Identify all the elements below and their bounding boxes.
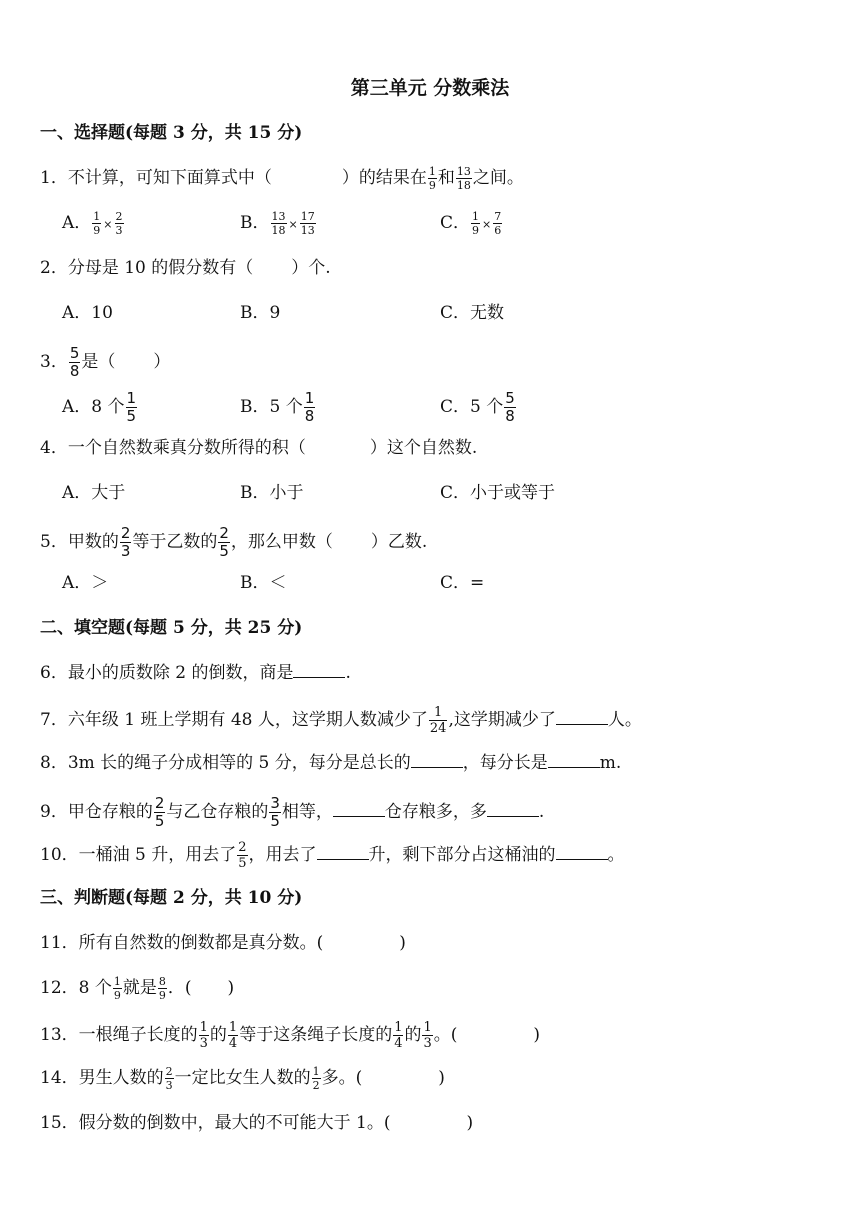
question-3: 3． $\frac{5}{8}$ 是（ ）: [40, 344, 171, 380]
fraction: $\frac{17}{13}$: [300, 210, 315, 237]
fraction: $\frac{1}{24}$: [429, 705, 447, 736]
fraction: $\frac{13}{18}$: [456, 165, 471, 192]
fraction: $\frac{1}{4}$: [228, 1020, 238, 1051]
answer-blank[interactable]: [556, 708, 608, 725]
fraction: $\frac{13}{18}$: [271, 210, 286, 237]
question-14: 14．男生人数的 $\frac{2}{3}$ 一定比女生人数的 $\frac{1}{2}$ 多。( ): [40, 1065, 445, 1092]
fraction: $\frac{3}{5}$: [270, 794, 280, 830]
question-2: 2．分母是 10 的假分数有（ ）个.: [40, 258, 331, 278]
fraction: $\frac{8}{9}$: [158, 975, 166, 1002]
fraction: $\frac{1}{8}$: [304, 389, 315, 425]
question-4: 4．一个自然数乘真分数所得的积（ ）这个自然数.: [40, 438, 478, 458]
fraction: $\frac{7}{6}$: [494, 210, 502, 237]
section-heading-choice: 一、选择题(每题 3 分，共 15 分): [40, 123, 303, 143]
fraction: $\frac{5}{8}$: [69, 344, 80, 380]
answer-blank[interactable]: [548, 751, 600, 768]
question-9: 9．甲仓存粮的 $\frac{2}{5}$ 与乙仓存粮的 $\frac{3}{5}$ 相等， 仓存粮多，多 .: [40, 794, 545, 830]
answer-blank[interactable]: [317, 843, 369, 860]
q3-option-c[interactable]: C．5 个 $\frac{5}{8}$: [440, 389, 515, 425]
fraction: $\frac{2}{5}$: [238, 840, 247, 871]
section-heading-fill: 二、填空题(每题 5 分，共 25 分): [40, 618, 303, 638]
q4-option-b[interactable]: B．小于: [240, 483, 304, 503]
question-5: 5．甲数的 $\frac{2}{3}$ 等于乙数的 $\frac{2}{5}$ ，那么甲数（ ）乙数.: [40, 524, 428, 560]
q1-option-a[interactable]: A． $\frac{1}{9}$ × $\frac{2}{3}$: [62, 210, 123, 237]
fraction: $\frac{1}{2}$: [312, 1065, 320, 1092]
answer-blank[interactable]: [293, 661, 345, 678]
fraction: $\frac{1}{9}$: [113, 975, 121, 1002]
section-heading-judge: 三、判断题(每题 2 分，共 10 分): [40, 888, 303, 908]
question-6: 6．最小的质数除 2 的倒数，商是 .: [40, 663, 351, 683]
question-10: 10．一桶油 5 升，用去了 $\frac{2}{5}$ ，用去了 升，剩下部分占这桶油的 。: [40, 840, 625, 871]
q4-option-a[interactable]: A．大于: [62, 483, 126, 503]
fraction: $\frac{1}{9}$: [93, 210, 101, 237]
fraction: $\frac{5}{8}$: [505, 389, 515, 425]
fraction: $\frac{1}{9}$: [428, 165, 436, 192]
fraction: $\frac{1}{3}$: [199, 1020, 208, 1051]
question-12: 12．8 个 $\frac{1}{9}$ 就是 $\frac{8}{9}$ ．( ): [40, 975, 235, 1002]
q3-option-a[interactable]: A．8 个 $\frac{1}{5}$: [62, 389, 137, 425]
q5-option-b[interactable]: B．＜: [240, 573, 287, 593]
q5-option-c[interactable]: C．=: [440, 573, 485, 593]
question-1: 1．不计算，可知下面算式中（ ）的结果在 $\frac{1}{9}$ 和 $\frac{13}{18}$ 之间。: [40, 165, 524, 192]
q1-option-c[interactable]: C． $\frac{1}{9}$ × $\frac{7}{6}$: [440, 210, 502, 237]
q2-option-c[interactable]: C．无数: [440, 303, 505, 323]
fraction: $\frac{1}{9}$: [472, 210, 480, 237]
fraction: $\frac{2}{5}$: [219, 524, 229, 560]
question-11: 11．所有自然数的倒数都是真分数。( ): [40, 933, 406, 953]
fraction: $\frac{1}{5}$: [126, 389, 137, 425]
answer-blank[interactable]: [411, 751, 463, 768]
q2-option-a[interactable]: A．10: [62, 303, 113, 323]
q3-option-b[interactable]: B．5 个 $\frac{1}{8}$: [240, 389, 315, 425]
fraction: $\frac{1}{3}$: [423, 1020, 432, 1051]
answer-blank[interactable]: [333, 800, 385, 817]
fraction: $\frac{1}{4}$: [394, 1020, 403, 1051]
fraction: $\frac{2}{5}$: [154, 794, 165, 830]
page-title: 第三单元 分数乘法: [350, 77, 510, 99]
answer-blank[interactable]: [556, 843, 608, 860]
q1-option-b[interactable]: B． $\frac{13}{18}$ × $\frac{17}{13}$: [240, 210, 315, 237]
fraction: $\frac{2}{3}$: [115, 210, 123, 237]
q2-option-b[interactable]: B．9: [240, 303, 281, 323]
fraction: $\frac{2}{3}$: [120, 524, 131, 560]
q5-option-a[interactable]: A．＞: [62, 573, 109, 593]
question-13: 13．一根绳子长度的 $\frac{1}{3}$ 的 $\frac{1}{4}$ 等于这条绳子长度的 $\frac{1}{4}$ 的 $\frac{1}{3}$ 。( ): [40, 1020, 541, 1051]
q4-option-c[interactable]: C．小于或等于: [440, 483, 556, 503]
fraction: $\frac{2}{3}$: [165, 1065, 173, 1092]
answer-blank[interactable]: [487, 800, 539, 817]
question-8: 8．3m 长的绳子分成相等的 5 分，每分是总长的 ，每分长是 m.: [40, 753, 622, 773]
question-15: 15．假分数的倒数中，最大的不可能大于 1。( ): [40, 1113, 474, 1133]
question-7: 7．六年级 1 班上学期有 48 人，这学期人数减少了 $\frac{1}{24}$ ,这学期减少了 人。: [40, 705, 642, 736]
